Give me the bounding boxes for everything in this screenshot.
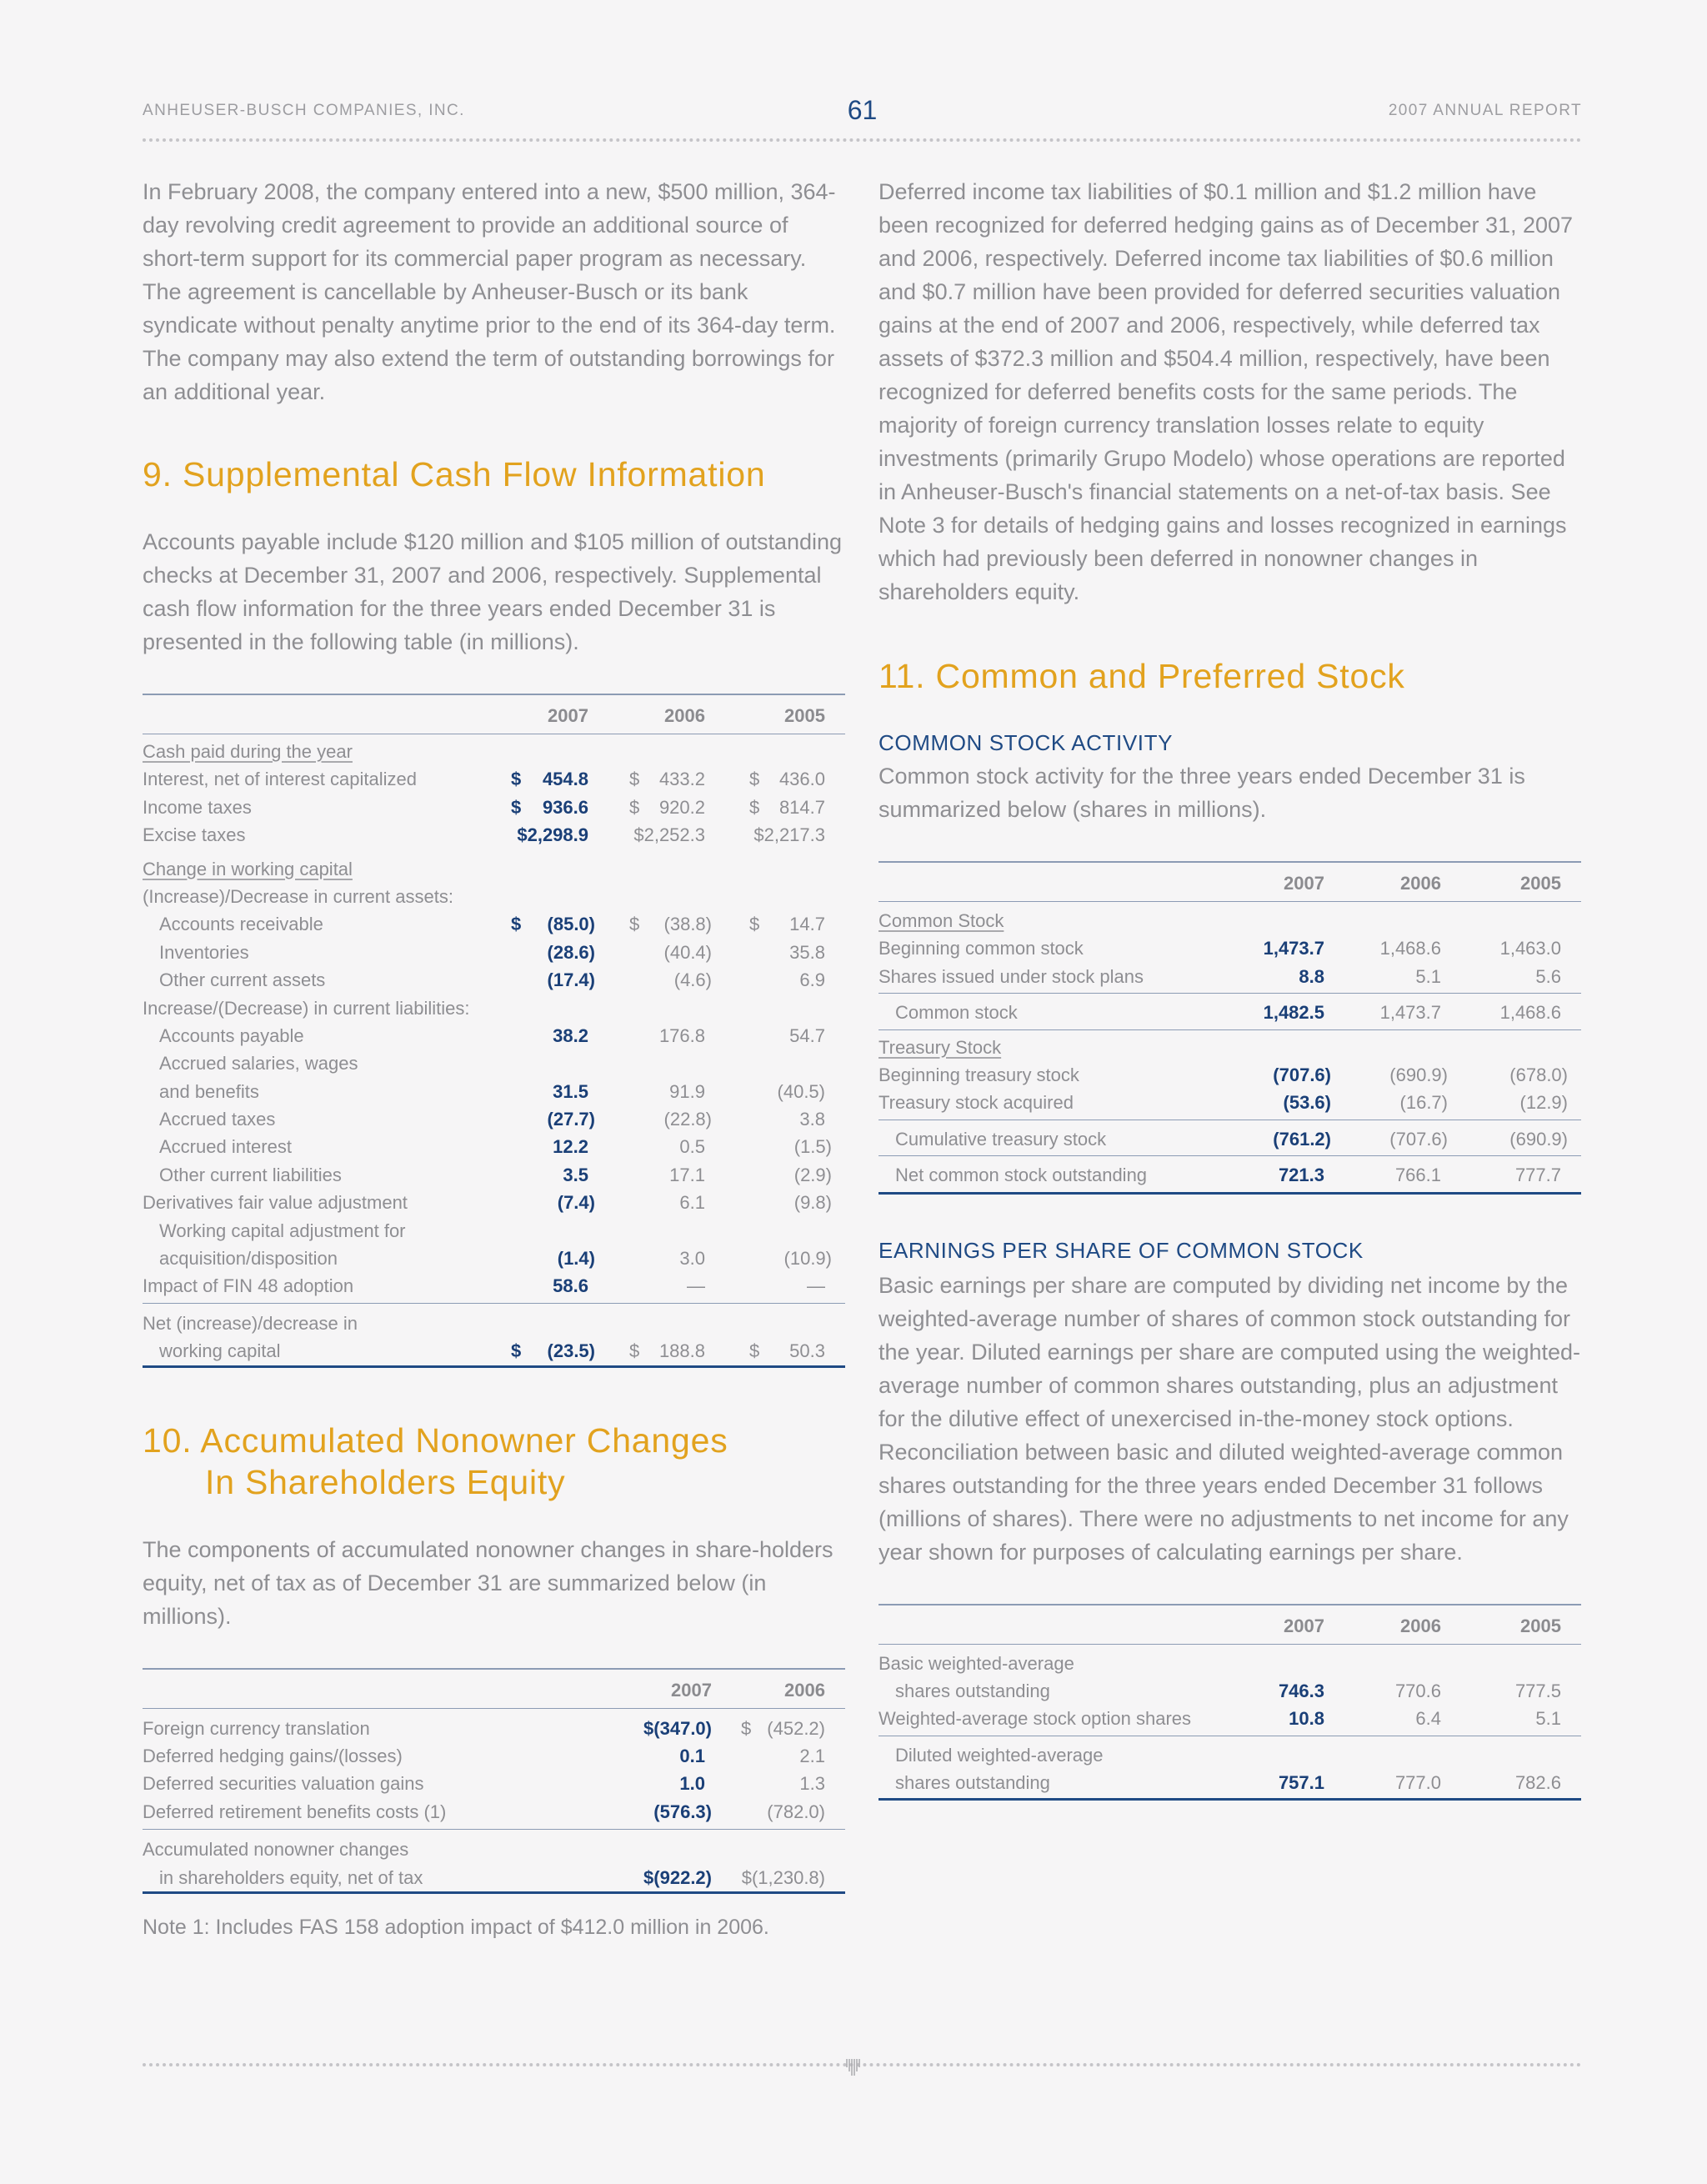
row-label: Other current liabilities [159,1164,342,1185]
row-label: acquisition/disposition [159,1248,338,1270]
common-stock-activity-heading: COMMON STOCK ACTIVITY [879,730,1174,755]
group-label: Treasury Stock [879,1036,1002,1058]
value-2007: 454.8 [542,769,588,790]
value-2006: (707.6) [1389,1128,1448,1150]
value-2007: 38.2 [553,1024,588,1046]
page-number: 61 [847,95,878,125]
value-2007: (85.0) [547,914,595,935]
col-2005: 2005 [784,705,825,726]
common-stock-table [879,861,1581,1195]
currency-symbol: $ [511,796,522,818]
table-row [879,934,1581,962]
table-row [143,1078,845,1105]
value-2005: 3.8 [799,1109,825,1130]
net-working-capital-row [143,1304,845,1368]
value-2005: $2,217.3 [753,824,825,846]
row-label: Shares issued under stock plans [879,965,1144,987]
value-2006: 176.8 [658,1024,705,1046]
value-2005: 14.7 [789,914,825,935]
section-10-paragraph: The components of accumulated nonowner changes in share-holders equity, net of tax as of December 31 are summarized below (in millions). [143,1536,833,1629]
nonowner-changes-table [143,1668,845,1894]
table-header [143,695,845,734]
currency-symbol: $ [511,1340,522,1362]
row-label: Net (increase)/decrease in [143,1312,358,1334]
value-2005: (9.8) [793,1192,832,1214]
table-row [143,1337,845,1365]
group-label: Change in working capital [143,858,353,879]
value-2007: 58.6 [553,1275,588,1297]
value-2005: (40.5) [777,1080,825,1102]
footnote: Note 1: Includes FAS 158 adoption impact of $412.0 million in 2006. [143,1915,769,1939]
value-2005: 5.1 [1535,1708,1561,1730]
row-label: Foreign currency translation [143,1717,370,1739]
table-row [143,738,845,765]
col-2006: 2006 [1400,1615,1441,1636]
value-2007: 31.5 [553,1080,588,1102]
value-2005: 6.9 [799,969,825,991]
row-label: Common stock [895,1002,1018,1024]
value-2007: 1,473.7 [1263,938,1324,959]
row-label: Interest, net of interest capitalized [143,769,417,790]
row-label: Deferred retirement benefits costs (1) [143,1801,447,1822]
value-2005: 777.5 [1514,1680,1561,1701]
value-2006: (40.4) [663,941,712,963]
value-2007: 936.6 [542,796,588,818]
value-2007: (707.6) [1273,1064,1331,1085]
currency-symbol: $ [629,796,640,818]
value-2007: (53.6) [1283,1092,1331,1114]
value-2007: (761.2) [1273,1128,1331,1150]
header-divider [143,138,1582,142]
currency-symbol: $ [749,769,760,790]
value-2006: 766.1 [1394,1165,1441,1186]
col-2007: 2007 [671,1679,712,1701]
row-label: Accounts receivable [159,914,323,935]
table-row [143,994,845,1022]
eps-paragraph: Basic earnings per share are computed by dividing net income by the weighted-average number of shares of common stock outstanding for the year. Diluted earnings per share are computed using the weighted-average number of common shares outstanding, plus an adjustment for the dilutive effect of unexercised in-the-money stock options. Reconciliation between basic and diluted weighted-average common shares outstanding for the three years ended December 31 follows (millions of shares). There were no adjustments to net income for any year shown for purposes of calculating earnings per share. [879,1272,1581,1565]
row-label: working capital [159,1340,281,1362]
section-9-paragraph: Accounts payable include $120 million and $105 million of outstanding checks at December 31, 2007 and 2006, respectively. Supplemental cash flow information for the three years ended December 31 is presented in the following table (in millions). [143,529,843,654]
currency-symbol: $ [749,796,760,818]
right-column [879,175,1581,1801]
row-label: in shareholders equity, net of tax [159,1866,423,1888]
value-2007: (17.4) [547,969,595,991]
table-row [143,855,845,883]
col-2007: 2007 [1284,1615,1324,1636]
row-label: Excise taxes [143,824,246,846]
value-2006: (22.8) [663,1109,712,1130]
row-label: Deferred securities valuation gains [143,1773,424,1795]
row-label: Deferred hedging gains/(losses) [143,1745,403,1766]
value-2007: $(922.2) [643,1866,712,1888]
table-header [879,863,1581,902]
value-2006: 1,473.7 [1379,1002,1441,1024]
currency-symbol: $ [749,914,760,935]
section-9-title: 9. Supplemental Cash Flow Information [143,455,766,493]
value-2005: — [807,1275,825,1297]
value-2007: 1.0 [679,1773,705,1795]
table-row [879,1089,1581,1116]
value-2006: $2,252.3 [633,824,705,846]
value-2007: $(347.0) [643,1717,712,1739]
section-10-title [143,1420,845,1503]
table-row [879,963,1581,990]
value-2006: 1.3 [799,1773,825,1795]
value-2007: 721.3 [1278,1165,1324,1186]
subgroup-label: Increase/(Decrease) in current liabilities: [143,997,470,1019]
table-row [143,1245,845,1272]
value-2005: 54.7 [789,1024,825,1046]
row-label: Accounts payable [159,1024,304,1046]
row-label: Working capital adjustment for [159,1220,406,1241]
credit-agreement-paragraph: In February 2008, the company entered into a new, $500 million, 364-day revolving credit agreement to provide an additional source of short-term support for its commercial paper program as necessary. The agreement is cancellable by Anheuser-Busch or its bank syndicate without penalty anytime prior to the end of its 364-day term. The company may also extend the term of outstanding borrowings for an additional year. [143,179,836,404]
col-2007: 2007 [548,705,588,726]
table-row [143,1864,845,1891]
diluted-shares-row [879,1736,1581,1801]
table-row [143,966,845,994]
col-2005: 2005 [1520,1615,1561,1636]
value-2007: 10.8 [1289,1708,1324,1730]
value-2007: 8.8 [1299,965,1324,987]
row-label: Income taxes [143,796,252,818]
row-label: Inventories [159,941,249,963]
value-2006: (452.2) [767,1717,825,1739]
row-label: Beginning common stock [879,938,1084,959]
value-2006: (16.7) [1399,1092,1448,1114]
eps-heading: EARNINGS PER SHARE OF COMMON STOCK [879,1237,1364,1263]
value-2005: 5.6 [1535,965,1561,987]
deferred-tax-paragraph: Deferred income tax liabilities of $0.1 million and $1.2 million have been recognized for deferred hedging gains as of December 31, 2007 and 2006, respectively. Deferred income tax liabilities of $0.6 million and $0.7 million have been provided for deferred securities valuation gains at the end of 2007 and 2006, respectively, while deferred tax assets of $372.3 million and $504.4 million, respectively, have been recognized for deferred benefits costs for the same periods. The majority of foreign currency translation losses relate to equity investments (primarily Grupo Modelo) whose operations are reported in Anheuser-Busch's financial statements on a net-of-tax basis. See Note 3 for details of hedging gains and losses recognized in earnings which had previously been deferred in nonowner changes in shareholders equity. [879,179,1574,604]
value-2006: 3.0 [679,1248,705,1270]
row-label: Net common stock outstanding [895,1165,1148,1186]
row-label: Other current assets [159,969,326,991]
table-header [879,1605,1581,1645]
report-title: 2007 ANNUAL REPORT [1388,102,1582,119]
table-row [143,1049,845,1077]
value-2006: 770.6 [1394,1680,1441,1701]
value-2006: 188.8 [658,1340,705,1362]
left-column [143,175,845,1940]
table-row [143,1742,845,1770]
footer-divider [143,2063,1582,2066]
value-2007: 746.3 [1278,1680,1324,1701]
table-row [143,1836,845,1863]
row-label: Treasury stock acquired [879,1092,1074,1114]
table-row [143,1770,845,1797]
col-2007: 2007 [1284,873,1324,894]
table-row [879,999,1581,1026]
table-row [143,1798,845,1826]
value-2007: (7.4) [557,1192,595,1214]
value-2006: 17.1 [669,1164,705,1185]
eps-table [879,1604,1581,1801]
table-row [143,939,845,966]
table-row [879,1677,1581,1705]
value-2006: 5.1 [1415,965,1441,987]
value-2005: (678.0) [1509,1064,1568,1085]
value-2005: 50.3 [789,1340,825,1362]
row-label: shares outstanding [895,1680,1050,1701]
company-name: ANHEUSER-BUSCH COMPANIES, INC. [143,102,465,119]
row-label: and benefits [159,1080,259,1102]
footer-mark-icon [845,2057,862,2081]
value-2007: 1,482.5 [1263,1002,1324,1024]
value-2005: 1,468.6 [1499,1002,1561,1024]
row-label: Accrued taxes [159,1109,276,1130]
row-label: Accumulated nonowner changes [143,1839,409,1861]
value-2005: 35.8 [789,941,825,963]
currency-symbol: $ [629,1340,640,1362]
table-row [143,794,845,821]
table-row [879,1769,1581,1796]
value-2007: $2,298.9 [517,824,588,846]
value-2005: (12.9) [1519,1092,1568,1114]
value-2005: 436.0 [778,769,825,790]
value-2005: 782.6 [1514,1772,1561,1794]
value-2007: (23.5) [547,1340,595,1362]
value-2005: 777.7 [1514,1165,1561,1186]
cash-flow-table [143,694,845,1368]
value-2005: (10.9) [783,1248,832,1270]
row-label: Cumulative treasury stock [895,1128,1107,1150]
col-2005: 2005 [1520,873,1561,894]
table-row [143,910,845,938]
table-row [879,1650,1581,1677]
subgroup-label: (Increase)/Decrease in current assets: [143,885,453,907]
table-row [879,1034,1581,1061]
table-row [143,1272,845,1300]
currency-symbol: $ [629,914,640,935]
table-row [143,1133,845,1160]
table-row [143,1715,845,1742]
table-row [879,1741,1581,1769]
table-row [143,1310,845,1337]
value-2006: (4.6) [673,969,712,991]
value-2006: (782.0) [767,1801,825,1822]
value-2007: (28.6) [547,941,595,963]
value-2005: (1.5) [793,1136,832,1158]
table-row [143,765,845,793]
table-row [143,1022,845,1049]
value-2006: 6.4 [1415,1708,1441,1730]
table-header [143,1670,845,1709]
nonowner-total-row [143,1830,845,1894]
table-row [143,1217,845,1245]
row-label: Diluted weighted-average [895,1744,1104,1766]
row-label: Weighted-average stock option shares [879,1708,1192,1730]
value-2006: (690.9) [1389,1064,1448,1085]
row-label: shares outstanding [895,1772,1050,1794]
value-2006: 777.0 [1394,1772,1441,1794]
value-2007: (27.7) [547,1109,595,1130]
table-row [879,1705,1581,1732]
value-2007: (576.3) [653,1801,712,1822]
table-row [879,1125,1581,1153]
value-2006: 0.5 [679,1136,705,1158]
group-label: Common Stock [879,910,1004,931]
currency-symbol: $ [511,914,522,935]
common-stock-activity-paragraph: Common stock activity for the three years ended December 31 is summarized below (shares in millions). [879,764,1525,822]
value-2007: 3.5 [563,1164,588,1185]
table-row [143,1105,845,1133]
currency-symbol: $ [629,769,640,790]
value-2007: 12.2 [553,1136,588,1158]
value-2006: 6.1 [679,1192,705,1214]
table-row [143,883,845,910]
page-header [143,95,1582,125]
value-2007: (1.4) [557,1248,595,1270]
col-2006: 2006 [664,705,705,726]
currency-symbol: $ [749,1340,760,1362]
section-10-title-line1: 10. Accumulated Nonowner Changes [143,1420,728,1460]
value-2007: 0.1 [679,1745,705,1766]
value-2006: 433.2 [658,769,705,790]
row-label: Accrued interest [159,1136,292,1158]
value-2006: 920.2 [658,796,705,818]
table-row [143,821,845,849]
value-2006: — [687,1275,705,1297]
net-common-stock-row [879,1156,1581,1194]
row-label: Beginning treasury stock [879,1064,1079,1085]
value-2005: (2.9) [793,1164,832,1185]
value-2006: 91.9 [669,1080,705,1102]
value-2006: (38.8) [663,914,712,935]
section-10-title-line2: In Shareholders Equity [205,1462,566,1501]
value-2006: 1,468.6 [1379,938,1441,959]
value-2005: 814.7 [778,796,825,818]
table-row [143,1189,845,1216]
value-2007: 757.1 [1278,1772,1324,1794]
currency-symbol: $ [741,1717,752,1739]
row-label: Derivatives fair value adjustment [143,1192,408,1214]
value-2005: 1,463.0 [1499,938,1561,959]
value-2006: 2.1 [799,1745,825,1766]
row-label: Basic weighted-average [879,1652,1074,1674]
group-label: Cash paid during the year [143,741,353,762]
table-row [879,907,1581,934]
col-2006: 2006 [1400,873,1441,894]
table-row [879,1061,1581,1089]
value-2006: $(1,230.8) [741,1866,825,1888]
row-label: Impact of FIN 48 adoption [143,1275,354,1297]
table-row [143,1161,845,1189]
col-2006: 2006 [784,1679,825,1701]
currency-symbol: $ [511,769,522,790]
value-2005: (690.9) [1509,1128,1568,1150]
row-label: Accrued salaries, wages [159,1053,358,1074]
section-11-title: 11. Common and Preferred Stock [879,657,1405,695]
table-row [879,1161,1581,1189]
